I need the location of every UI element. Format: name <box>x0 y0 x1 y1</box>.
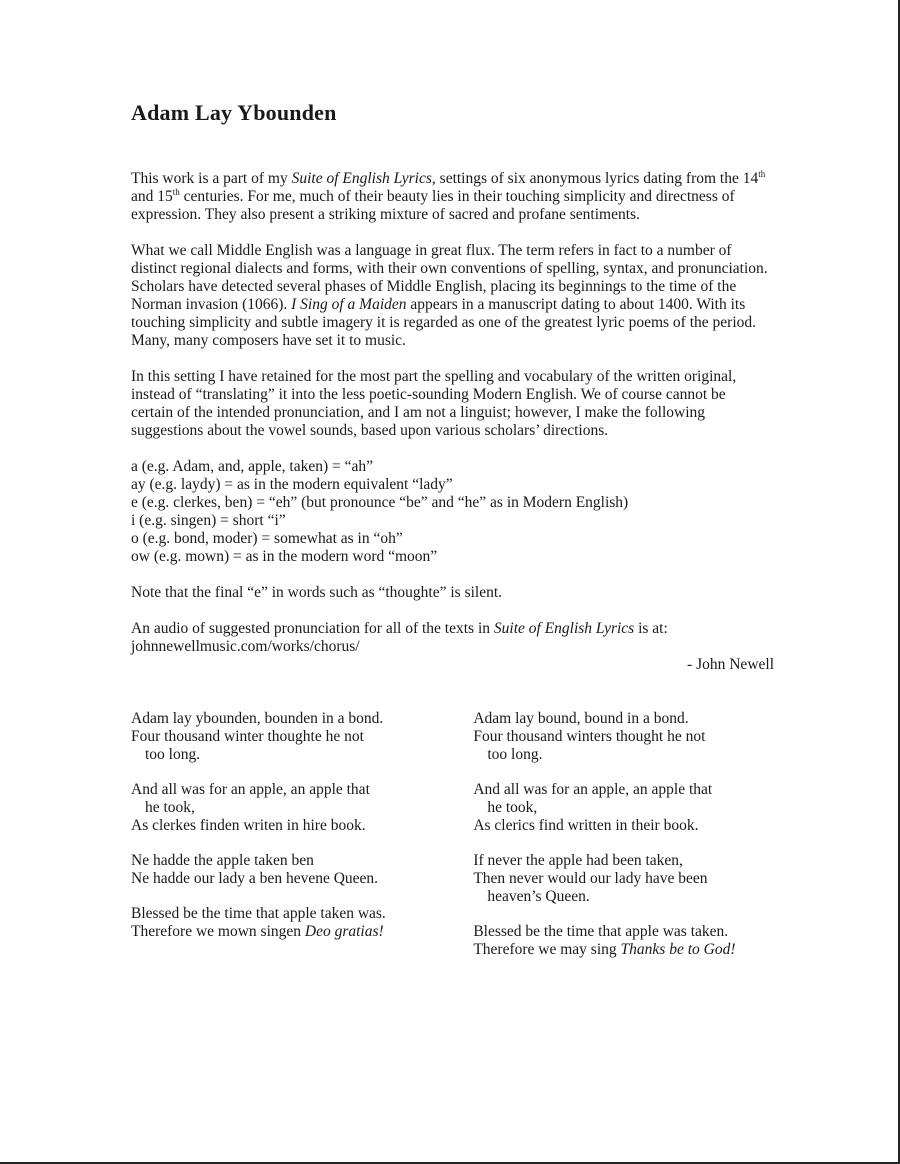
vowel-guide-list <box>131 458 771 566</box>
suite-title-italic: Suite of English Lyrics <box>493 620 635 637</box>
poem-line: he took, <box>145 799 195 816</box>
poem-line: And all was for an apple, an apple that <box>131 781 370 798</box>
text-run: centuries. For me, much of their beauty lies in their touching simplicity and directness of expression. They also present a striking mixture of sacred and profane sentiments. <box>131 188 735 223</box>
text-run: Therefore we mown singen <box>131 923 305 940</box>
text-run: and 15 <box>131 188 173 205</box>
poem-line: And all was for an apple, an apple that <box>473 781 713 798</box>
ordinal-suffix: th <box>758 168 766 179</box>
suite-title-italic: Suite of English Lyrics <box>291 170 432 187</box>
document-content <box>131 100 774 959</box>
ordinal-suffix: th <box>172 186 180 197</box>
text-run: What we call Middle English was a language in great flux. The term refers in fact to a number of distinct regional dialects and forms, with their own conventions of spelling, syntax, and pronunciation. Scholars have detected several phases of Middle English, placing its beginnings to the time of the Norman invasion (1066). <box>131 242 768 313</box>
stanza <box>473 710 771 764</box>
vowel-guide-item: ay (e.g. laydy) = as in the modern equivalent “lady” <box>131 476 453 493</box>
intro-paragraph-3: In this setting I have retained for the most part the spelling and vocabulary of the written original, instead of “translating” it into the less poetic-sounding Modern English. We of course cannot be certain of the intended pronunciation, and I am not a linguist; however, I make the following suggestions about the vowel sounds, based upon various scholars’ directions. <box>131 368 737 439</box>
text-run: Therefore we may sing <box>473 941 621 958</box>
translation-column <box>473 710 771 959</box>
work-title-italic: I Sing of a Maiden <box>291 296 407 313</box>
poem-line <box>131 923 473 941</box>
page-title: Adam Lay Ybounden <box>131 100 337 125</box>
poem-line: heaven’s Queen. <box>487 888 590 905</box>
author-signature: - John Newell <box>687 656 774 673</box>
intro-paragraph-2 <box>131 242 771 350</box>
intro-section <box>131 170 771 440</box>
text-run: This work is a part of my <box>131 170 292 187</box>
vowel-guide-item: i (e.g. singen) = short “i” <box>131 512 286 529</box>
poem-line: Four thousand winters thought he not <box>473 728 706 745</box>
stanza <box>131 781 473 835</box>
poem-line: too long. <box>487 746 543 763</box>
stanza <box>473 852 771 906</box>
english-phrase-italic: Thanks be to God! <box>620 941 736 958</box>
text-run: is at: <box>634 620 668 637</box>
poem-line: he took, <box>487 799 538 816</box>
stanza <box>131 852 473 888</box>
poem-line: Blessed be the time that apple was taken. <box>473 923 729 940</box>
poem-line: too long. <box>145 746 201 763</box>
poem-line: If never the apple had been taken, <box>473 852 683 869</box>
poem-line: Ne hadde our lady a ben hevene Queen. <box>131 870 379 887</box>
vowel-guide-item: ow (e.g. mown) = as in the modern word “moon” <box>131 548 438 565</box>
poem-line: Ne hadde the apple taken ben <box>131 852 314 869</box>
text-run: An audio of suggested pronunciation for all of the texts in <box>131 620 494 637</box>
poem-line <box>473 941 771 959</box>
text-run: appears in a manuscript dating to about 1400. With its touching simplicity and subtle imagery it is regarded as one of the greatest lyric poems of the period. Many, many composers have set it to music. <box>131 296 756 349</box>
poem-line: As clerics find written in their book. <box>473 817 699 834</box>
stanza <box>473 923 771 959</box>
stanza <box>131 710 473 764</box>
vowel-guide-item: o (e.g. bond, moder) = somewhat as in “oh” <box>131 530 403 547</box>
audio-note <box>131 620 771 656</box>
text-run: , settings of six anonymous lyrics dating from the 14 <box>431 170 759 187</box>
vowel-guide-item: a (e.g. Adam, and, apple, taken) = “ah” <box>131 458 373 475</box>
intro-paragraph-1 <box>131 170 771 224</box>
audio-url: johnnewellmusic.com/works/chorus/ <box>131 638 360 655</box>
silent-e-note: Note that the final “e” in words such as “thoughte” is silent. <box>131 584 503 601</box>
vowel-guide-item: e (e.g. clerkes, ben) = “eh” (but pronounce “be” and “he” as in Modern English) <box>131 494 629 511</box>
poem-line: Adam lay ybounden, bounden in a bond. <box>131 710 384 727</box>
poem-line: Then never would our lady have been <box>473 870 708 887</box>
poem-columns <box>131 710 771 959</box>
latin-phrase-italic: Deo gratias! <box>304 923 384 940</box>
poem-line: Blessed be the time that apple taken was. <box>131 905 386 922</box>
poem-line: Adam lay bound, bound in a bond. <box>473 710 689 727</box>
stanza <box>473 781 771 835</box>
poem-line: Four thousand winter thoughte he not <box>131 728 364 745</box>
stanza <box>131 905 473 941</box>
original-text-column <box>131 710 473 959</box>
poem-line: As clerkes finden writen in hire book. <box>131 817 366 834</box>
